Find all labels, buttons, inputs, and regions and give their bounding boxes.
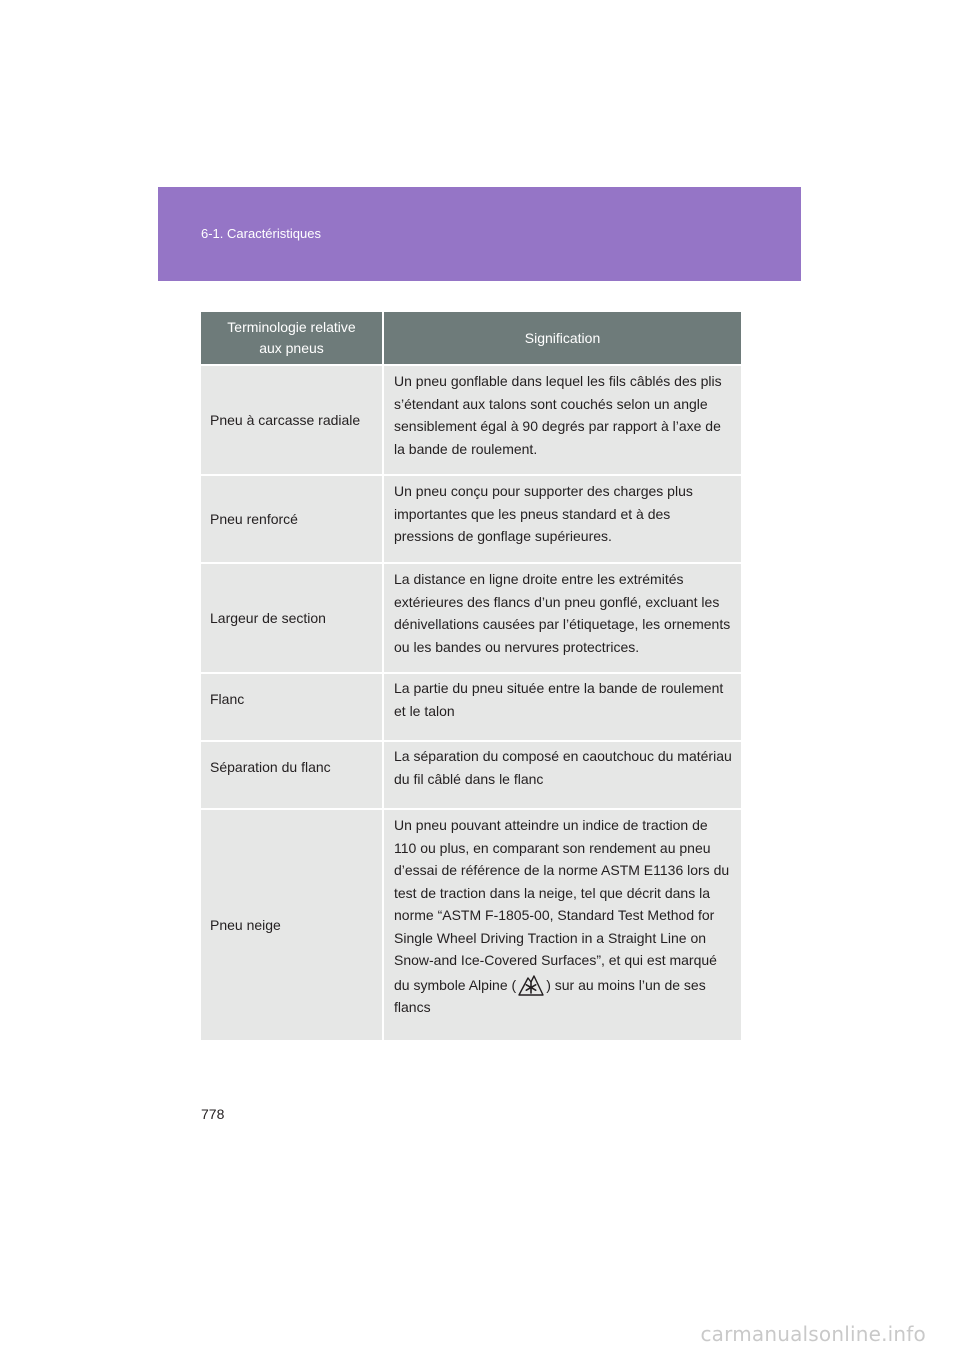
term-cell: Pneu à carcasse radiale: [201, 365, 383, 475]
column-header-term: Terminologie relative aux pneus: [201, 312, 383, 365]
table-row: [201, 563, 741, 673]
meaning-cell: La séparation du composé en caoutchouc du matériau du fil câblé dans le flanc: [383, 741, 741, 809]
meaning-cell: Un pneu gonflable dans lequel les fils câblés des plis s’étendant aux talons sont couchés selon un angle sensiblement égal à 90 degrés par rapport à l’axe de la bande de roulement.: [383, 365, 741, 475]
meaning-cell: Un pneu conçu pour supporter des charges plus importantes que les pneus standard et à des pressions de gonflage supérieures.: [383, 475, 741, 563]
table-row: [201, 673, 741, 741]
column-header-meaning: Signification: [383, 312, 741, 365]
meaning-text-after: ) sur au moins l’un de ses flancs: [394, 976, 706, 1015]
term-cell: Séparation du flanc: [201, 741, 383, 809]
meaning-cell: La distance en ligne droite entre les extrémités extérieures des flancs d’un pneu gonflé, excluant les dénivellations causées par l’étiquetage, les ornements ou les bandes ou nervures protectrices.: [383, 563, 741, 673]
term-cell: Pneu renforcé: [201, 475, 383, 563]
term-cell: Flanc: [201, 673, 383, 741]
page-number: 778: [201, 1106, 225, 1122]
term-cell: Largeur de section: [201, 563, 383, 673]
alpine-snowflake-icon: [517, 972, 545, 996]
table-row: [201, 809, 741, 1040]
table-row: [201, 365, 741, 475]
section-title: 6-1. Caractéristiques: [201, 226, 321, 241]
meaning-text-before: Un pneu pouvant atteindre un indice de traction de 110 ou plus, en comparant son rendement au pneu d’essai de référence de la norme ASTM E1136 lors du test de traction dans la neige, tel que décrit dans la norme “ASTM F-1805-00, Standard Test Method for Single Wheel Driving Traction in a Straight Line on Snow-and Ice-Covered Surfaces”, et qui est marqué du symbole Alpine (: [394, 817, 730, 993]
meaning-cell: [383, 809, 741, 1040]
table-header-row: [201, 312, 741, 365]
meaning-cell: La partie du pneu située entre la bande de roulement et le talon: [383, 673, 741, 741]
section-header-band: [158, 187, 801, 281]
table-row: [201, 475, 741, 563]
tire-terminology-table: [201, 312, 741, 1040]
term-cell: Pneu neige: [201, 809, 383, 1040]
table-row: [201, 741, 741, 809]
watermark: carmanualsonline.info: [700, 1322, 926, 1346]
